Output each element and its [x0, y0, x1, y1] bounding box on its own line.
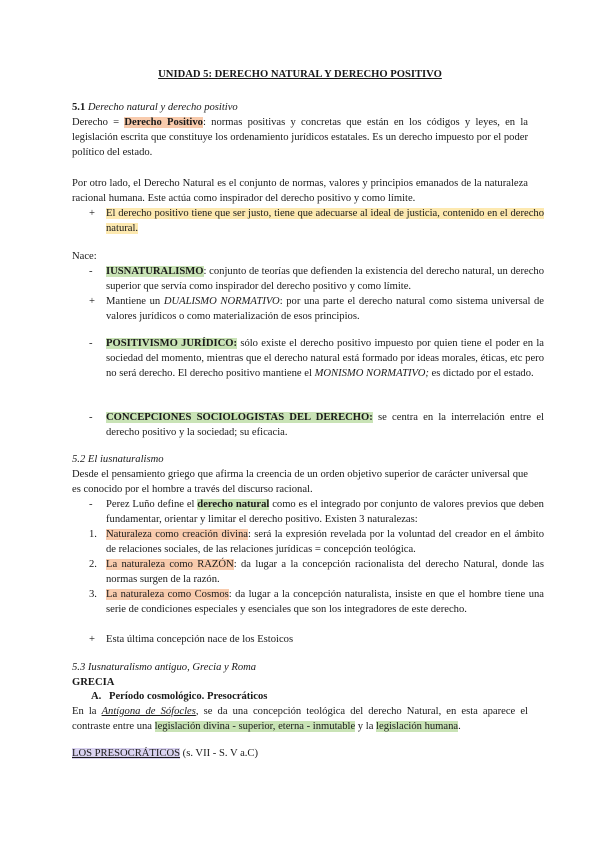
highlight-legislacion-divina: legislación divina - superior, eterna - inmutable: [154, 721, 356, 733]
bullet-marker: -: [89, 499, 93, 510]
text: Perez Luño define el: [106, 499, 198, 510]
item-razon: [106, 557, 544, 587]
text: y la: [355, 721, 377, 733]
item-sociologistas: [106, 410, 544, 440]
text: : por una parte el derecho natural como sistema universal de valores jurídicos o como materialización de esos principios.: [106, 296, 544, 323]
bullet-marker: -: [89, 412, 93, 423]
page-title: UNIDAD 5: DERECHO NATURAL Y DERECHO POSITIVO: [158, 69, 442, 80]
bullet-marker: +: [89, 634, 95, 645]
section-heading-5-3: 5.3 Iusnaturalismo antiguo, Grecia y Roma: [72, 662, 257, 673]
bullet-marker: +: [89, 208, 95, 219]
paragraph-pensamiento-griego: Desde el pensamiento griego que afirma la creencia de un orden objetivo superior de carácter universal que es conocido por el hombre a través del discurso racional.: [72, 469, 528, 496]
term-razon: La naturaleza como RAZÓN: [106, 559, 234, 570]
heading-grecia: GRECIA: [72, 677, 115, 688]
item-perez-luno: [106, 497, 544, 527]
text: como es el integrado por conjunto de valores previos que deben fundamentar, orientar y limitar el derecho positivo. Existen 3 naturalezas:: [106, 499, 544, 526]
term-iusnaturalismo: IUSNATURALISMO: [106, 266, 204, 277]
term-monismo: MONISMO NORMATIVO;: [314, 368, 429, 380]
paragraph-derecho-positivo: [72, 115, 528, 161]
text: : da lugar a la concepción racionalista del derecho Natural, donde las normas surgen de la razón.: [106, 559, 544, 586]
text: Mantiene un: [106, 296, 164, 307]
section-heading-5-1: [72, 100, 528, 115]
bullet-marker: -: [89, 266, 93, 277]
section-number: 5.1: [72, 102, 88, 113]
term-derecho-natural: derecho natural: [197, 499, 270, 510]
bullet-justicia: [106, 206, 544, 236]
item-estoicos: Esta última concepción nace de los Estoicos: [106, 634, 294, 645]
heading-presocraticos: [72, 746, 528, 761]
subheading-periodo-cosmologico: Período cosmológico. Presocráticos: [109, 691, 268, 702]
term-derecho-positivo: Derecho Positivo: [124, 117, 203, 128]
item-iusnaturalismo: [106, 264, 544, 294]
list-letter: A.: [91, 691, 102, 702]
nace-label: Nace:: [72, 251, 97, 262]
item-positivismo: [106, 336, 544, 382]
term-cosmos: La naturaleza como Cosmos: [106, 589, 229, 600]
section-title: Derecho natural y derecho positivo: [87, 102, 238, 113]
text: : da lugar a la concepción naturalista, insiste en que el hombre tiene una serie de condiciones especiales y esenciales que son los integradores de este derecho.: [106, 589, 544, 616]
item-dualismo: [106, 294, 544, 324]
text: es dictado por el estado.: [428, 368, 534, 380]
text: .: [458, 721, 461, 733]
list-number: 1.: [89, 529, 97, 540]
highlight-legislacion-humana: legislación humana: [376, 721, 459, 733]
highlight-text: El derecho positivo tiene que ser justo, tiene que adecuarse al ideal de justicia, contenido en el derecho natural.: [106, 208, 544, 235]
list-number: 2.: [89, 559, 97, 570]
term-presocraticos: LOS PRESOCRÁTICOS: [72, 748, 181, 759]
section-heading-5-2: 5.2 El iusnaturalismo: [72, 454, 164, 465]
text: sólo existe el derecho positivo impuesto por quien tiene el poder en la sociedad del momento, mientras que el derecho natural está formado por ideas morales, éticas, etc pero no será derecho. El derecho positivo mantiene el: [106, 338, 544, 380]
text: , se da una concepción teológica del derecho Natural, en esta aparece el contraste entre una: [72, 706, 528, 733]
text: : normas positivas y concretas que están en los códigos y leyes, en la legislación escrita que constituye los ordenamiento jurídicos estatales. Es un derecho impuesto por el poder político del estado.: [72, 117, 528, 159]
item-creacion-divina: [106, 527, 544, 557]
paragraph-derecho-natural: Por otro lado, el Derecho Natural es el conjunto de normas, valores y principios emanados de la naturaleza racional humana. Este actúa como inspirador del derecho positivo y como límite.: [72, 178, 528, 205]
bullet-marker: -: [89, 338, 93, 349]
term-positivismo: POSITIVISMO JURÍDICO:: [106, 338, 238, 349]
bullet-marker: +: [89, 296, 95, 307]
text: Derecho =: [72, 117, 125, 128]
item-cosmos: [106, 587, 544, 617]
text: : conjunto de teorías que defienden la existencia del derecho natural, un derecho superior que servía como inspirador del derecho positivo y como límite.: [106, 266, 544, 293]
text: se centra en la interrelación entre el derecho positivo y la sociedad; su eficacia.: [106, 412, 544, 439]
text: En la: [72, 706, 102, 717]
text: : será la expresión revelada por la voluntad del creador en el ámbito de relaciones sociales, de las relaciones jurídicas = concepción teológica.: [106, 529, 544, 556]
term-creacion-divina: Naturaleza como creación divina: [106, 529, 248, 540]
term-dualismo: DUALISMO NORMATIVO: [163, 296, 280, 307]
term-antigona: Antígona de Sófocles: [101, 706, 196, 717]
text: (s. VII - S. V a.C): [180, 748, 259, 759]
paragraph-antigona: [72, 704, 528, 734]
list-number: 3.: [89, 589, 97, 600]
term-sociologistas: CONCEPCIONES SOCIOLOGISTAS DEL DERECHO:: [106, 412, 373, 423]
